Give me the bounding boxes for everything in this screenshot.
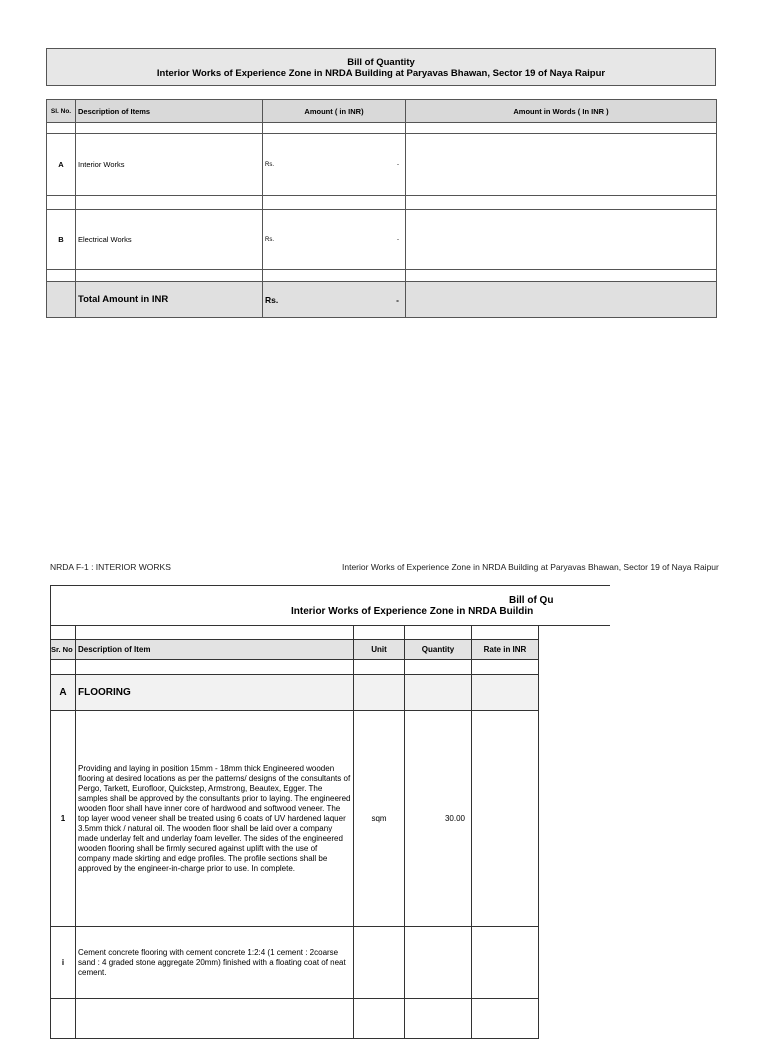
header-quantity: Quantity xyxy=(405,640,472,660)
header-sl-no: Sl. No. xyxy=(47,100,76,123)
row-amount-words[interactable] xyxy=(406,134,717,196)
detail-title xyxy=(50,585,610,626)
section-label: FLOORING xyxy=(76,675,354,711)
detail-title-line2: Interior Works of Experience Zone in NRDA Buildin xyxy=(291,606,534,617)
item-rate[interactable] xyxy=(472,711,539,927)
row-amount-words[interactable] xyxy=(406,210,717,270)
section-code: A xyxy=(51,675,76,711)
table-row xyxy=(51,999,539,1039)
header-description: Description of Items xyxy=(76,100,263,123)
detail-title-line1: Bill of Qu xyxy=(509,595,554,606)
detail-table xyxy=(50,625,539,1039)
spacer-row xyxy=(51,626,539,640)
row-amount xyxy=(263,210,406,270)
total-amount-value: - xyxy=(396,294,399,305)
row-description: Electrical Works xyxy=(76,210,263,270)
summary-title xyxy=(46,48,716,86)
page-header-left: NRDA F-1 : INTERIOR WORKS xyxy=(50,562,171,572)
summary-table xyxy=(46,99,717,318)
spacer-row xyxy=(51,660,539,675)
rs-label: Rs. xyxy=(265,294,279,305)
table-row xyxy=(51,927,539,999)
detail-header-row xyxy=(51,640,539,660)
item-sr: i xyxy=(51,927,76,999)
page-header-right: Interior Works of Experience Zone in NRDA Building at Paryavas Bhawan, Sector 19 of Naya Raipur xyxy=(342,562,719,572)
header-unit: Unit xyxy=(354,640,405,660)
item-quantity xyxy=(405,927,472,999)
item-description: Cement concrete flooring with cement concrete 1:2:4 (1 cement : 2coarse sand : 4 graded stone aggregate 20mm) finished with a floating coat of neat cement. xyxy=(76,927,354,999)
section-row xyxy=(51,675,539,711)
row-sl: B xyxy=(47,210,76,270)
header-description: Description of Item xyxy=(76,640,354,660)
table-row xyxy=(51,711,539,927)
total-label: Total Amount in INR xyxy=(76,282,263,318)
item-rate[interactable] xyxy=(472,927,539,999)
table-row xyxy=(47,134,717,196)
row-sl: A xyxy=(47,134,76,196)
item-unit xyxy=(354,927,405,999)
rs-label: Rs. xyxy=(265,236,274,243)
row-amount xyxy=(263,134,406,196)
rs-label: Rs. xyxy=(265,161,274,168)
header-amount-words: Amount in Words ( In INR ) xyxy=(406,100,717,123)
header-amount: Amount ( in INR) xyxy=(263,100,406,123)
summary-title-line2: Interior Works of Experience Zone in NRDA Building at Paryavas Bhawan, Sector 19 of Naya Raipur xyxy=(156,68,606,79)
total-amount-words[interactable] xyxy=(406,282,717,318)
total-row xyxy=(47,282,717,318)
spacer-row xyxy=(47,123,717,134)
item-sr: 1 xyxy=(51,711,76,927)
summary-section xyxy=(46,48,716,86)
item-quantity: 30.00 xyxy=(405,711,472,927)
amount-value: - xyxy=(397,236,399,243)
summary-header-row xyxy=(47,100,717,123)
summary-title-line1: Bill of Quantity xyxy=(347,57,415,68)
row-description: Interior Works xyxy=(76,134,263,196)
item-description: Providing and laying in position 15mm - 18mm thick Engineered wooden flooring at desired locations as per the patterns/ designs of the consultants of Pergo, Tarkett, Eurofloor, Quickstep, Armstrong, Beautex, Egger. The samples shall be approved by the consultants prior to laying. The engineered wooden floor shall have inner core of hardwood and softwood veneer. The top layer wood veneer shall be treated using 6 coats of UV hardened laquer 3.5mm thick / natural oil. The wooden floor shall be laid over a company made underlay felt and underlay foam leveller. The sides of the engineered wooden flooring shall be firmly secured against uplift with the use of company made skirting and edge profiles. The profile sections shall be approved by the engineer-in-charge prior to use. In complete. xyxy=(76,711,354,927)
header-rate: Rate in INR xyxy=(472,640,539,660)
detail-section xyxy=(50,585,554,1024)
item-unit: sqm xyxy=(354,711,405,927)
spacer-row xyxy=(47,196,717,210)
header-sr-no: Sr. No xyxy=(51,640,76,660)
table-row xyxy=(47,210,717,270)
amount-value: - xyxy=(397,161,399,168)
spacer-row xyxy=(47,270,717,282)
total-amount xyxy=(263,282,406,318)
